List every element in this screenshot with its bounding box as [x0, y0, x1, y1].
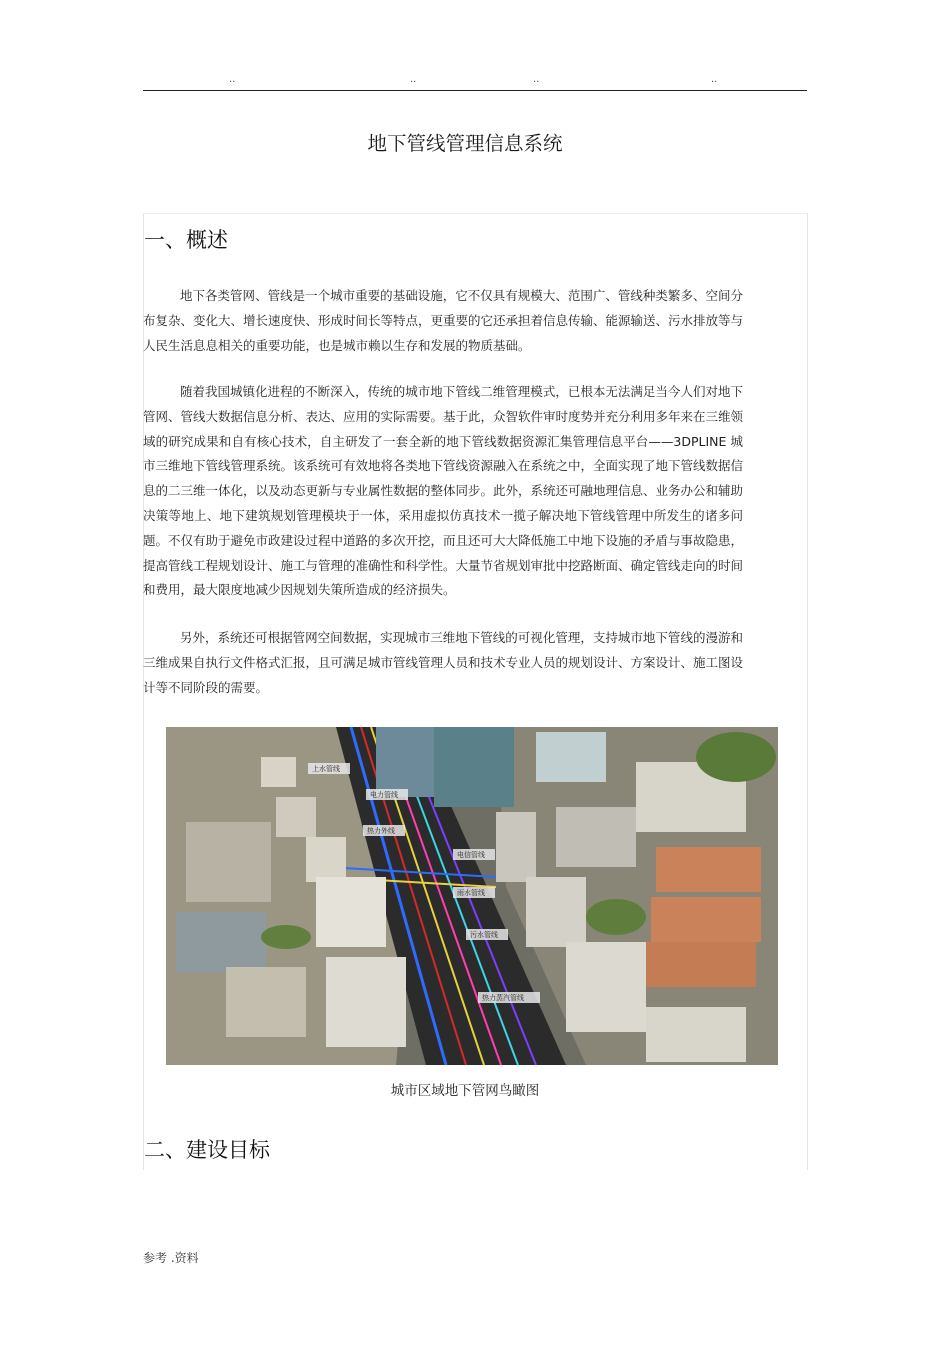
header-rule: [143, 90, 807, 91]
svg-text:热力外线: 热力外线: [367, 827, 395, 835]
header-mark: ..: [410, 74, 417, 85]
pipe-label-telecom: [453, 849, 495, 860]
page-footer: 参考 .资料: [143, 1251, 199, 1265]
pipe-label-steam: [478, 992, 540, 1003]
pipe-label-sewage: [466, 929, 508, 940]
section-heading-goals: 二、建设目标: [144, 1138, 270, 1162]
city-pipeline-aerial-image: [166, 727, 778, 1065]
paragraph-1: 地下各类管网、管线是一个城市重要的基础设施，它不仅具有规模大、范围广、管线种类繁多、空间分布复杂、变化大、增长速度快、形成时间长等特点，更重要的它还承担着信息传输、能源输送、污水排放等与人民生活息息相关的重要功能，也是城市赖以生存和发展的物质基础。: [143, 288, 744, 353]
document-title: 地下管线管理信息系统: [367, 132, 563, 155]
svg-text:雨水管线: 雨水管线: [457, 889, 485, 897]
pipe-label-rainwater: [453, 887, 495, 898]
svg-text:热力蒸汽管线: 热力蒸汽管线: [482, 994, 524, 1002]
svg-text:污水管线: 污水管线: [470, 931, 498, 939]
pipe-label-power: [366, 789, 408, 800]
svg-text:电信管线: 电信管线: [457, 851, 485, 859]
pipe-label-water-supply: [308, 763, 350, 774]
paragraph-2: 随着我国城镇化进程的不断深入，传统的城市地下管线二维管理模式，已根本无法满足当今人们对地下管网、管线大数据信息分析、表达、应用的实际需要。基于此，众智软件审时度势并充分利用多年来在三维领域的研究成果和自有核心技术，自主研发了一套全新的地下管线数据资源汇集管理信息平台——3DPLINE 城市三维地下管线管理系统。该系统可有效地将各类地下管线资源融入在系统之中，全面实现了地下管线数据信息的二三维一体化，以及动态更新与专业属性数据的整体同步。此外，系统还可融地理信息、业务办公和辅助决策等地上、地下建筑规划管理模块于一体，采用虚拟仿真技术一揽子解决地下管线管理中所发生的诸多问题。不仅有助于避免市政建设过程中道路的多次开挖，而且还可大大降低施工中地下设施的矛盾与事故隐患，提高管线工程规划设计、施工与管理的准确性和科学性。大量节省规划审批中挖路断面、确定管线走向的时间和费用，最大限度地减少因规划失策所造成的经济损失。: [143, 384, 744, 598]
header-mark: ..: [711, 74, 718, 85]
svg-text:上水管线: 上水管线: [312, 765, 340, 773]
header-mark: ..: [533, 74, 540, 85]
figure-caption: 城市区域地下管网鸟瞰图: [390, 1083, 540, 1099]
pipe-label-heating: [363, 825, 405, 836]
section-heading-overview: 一、概述: [144, 228, 228, 252]
paragraph-3: 另外，系统还可根据管网空间数据，实现城市三维地下管线的可视化管理，支持城市地下管线的漫游和三维成果自执行文件格式汇报，且可满足城市管线管理人员和技术专业人员的规划设计、方案设计、施工图设计等不同阶段的需要。: [143, 630, 744, 695]
header-mark: ..: [229, 74, 236, 85]
svg-text:电力管线: 电力管线: [370, 791, 398, 799]
